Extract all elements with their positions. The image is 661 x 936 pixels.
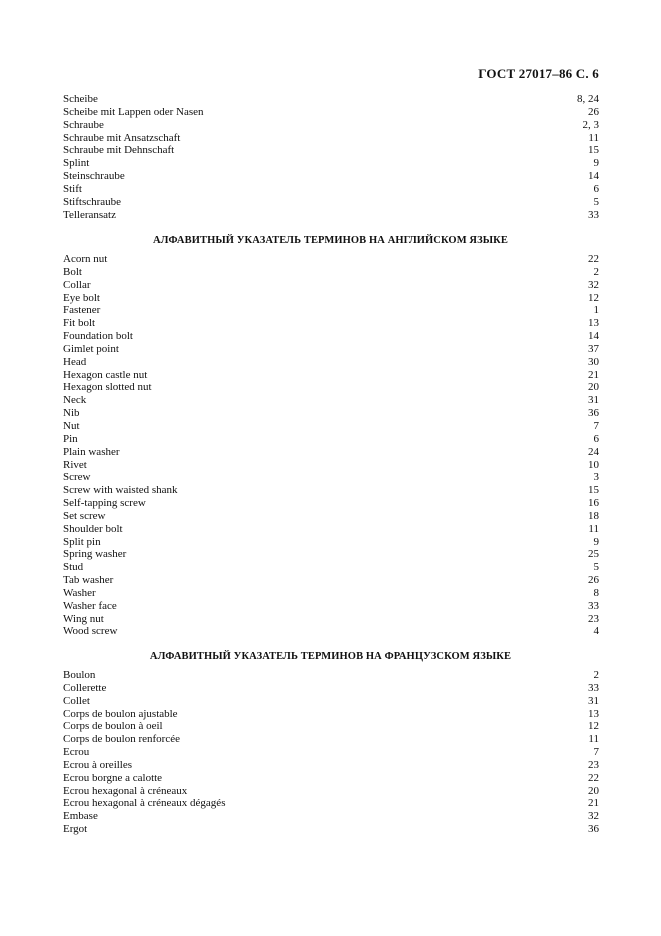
- index-term: Washer: [63, 586, 96, 599]
- index-term-number: 10: [588, 458, 599, 471]
- index-term-number: 15: [588, 484, 599, 497]
- index-term-number: 37: [588, 342, 599, 355]
- index-term-number: 14: [588, 330, 599, 343]
- index-term: Stud: [63, 561, 84, 574]
- index-term-number: 8, 24: [577, 93, 599, 105]
- index-entry: [63, 170, 599, 183]
- index-term-number: 14: [588, 170, 599, 183]
- index-entry: [63, 561, 599, 574]
- index-entry: [63, 106, 599, 119]
- index-term: Corps de boulon ajustable: [63, 707, 178, 720]
- index-entry: [63, 720, 599, 733]
- index-term: Tab washer: [63, 574, 114, 587]
- index-entry: [63, 266, 599, 279]
- index-term: Collar: [63, 278, 91, 291]
- index-term: Rivet: [63, 458, 87, 471]
- index-entry: [63, 587, 599, 600]
- index-term-number: 12: [588, 720, 599, 733]
- index-entry: [63, 625, 599, 638]
- index-term-number: 25: [588, 548, 599, 561]
- index-term: Head: [63, 355, 87, 368]
- index-term-number: 11: [588, 733, 599, 746]
- english-index-list: [63, 253, 599, 638]
- index-entry: [63, 304, 599, 317]
- index-entry: [63, 613, 599, 626]
- index-term-number: 5: [593, 195, 599, 208]
- index-entry: [63, 746, 599, 759]
- index-entry: [63, 810, 599, 823]
- index-term: Self-tapping screw: [63, 497, 146, 510]
- index-term-number: 33: [588, 208, 599, 221]
- index-term-number: 18: [588, 509, 599, 522]
- index-term-number: 6: [593, 432, 599, 445]
- index-term: Gimlet point: [63, 342, 119, 355]
- index-term-number: 31: [588, 694, 599, 707]
- index-term-number: 23: [588, 612, 599, 625]
- index-term: Embase: [63, 810, 98, 823]
- index-term: Splint: [63, 157, 90, 170]
- index-term: Scheibe: [63, 93, 98, 105]
- index-term: Set screw: [63, 509, 106, 522]
- index-entry: [63, 471, 599, 484]
- page-header: ГОСТ 27017–86 С. 6: [478, 66, 599, 81]
- index-entry: [63, 785, 599, 798]
- index-entry: [63, 600, 599, 613]
- index-term: Nib: [63, 407, 80, 420]
- french-index-heading: АЛФАВИТНЫЙ УКАЗАТЕЛЬ ТЕРМИНОВ НА ФРАНЦУЗСКОМ ЯЗЫКЕ: [149, 651, 512, 662]
- index-entry: [63, 523, 599, 536]
- index-term: Corps de boulon renforcée: [63, 733, 180, 746]
- index-term-number: 11: [588, 522, 599, 535]
- index-entry: [63, 119, 599, 132]
- index-term: Hexagon castle nut: [63, 368, 148, 381]
- index-term-number: 8: [593, 586, 599, 599]
- index-term-number: 23: [588, 758, 599, 771]
- index-entry: [63, 317, 599, 330]
- index-term: Nut: [63, 419, 80, 432]
- index-entry: [63, 536, 599, 549]
- index-term-number: 16: [588, 497, 599, 510]
- index-term-number: 22: [588, 253, 599, 265]
- index-entry: [63, 157, 599, 170]
- index-term-number: 21: [588, 797, 599, 810]
- index-entry: [63, 433, 599, 446]
- index-term: Plain washer: [63, 445, 120, 458]
- index-entry: [63, 292, 599, 305]
- index-entry: [63, 733, 599, 746]
- index-term-number: 21: [588, 368, 599, 381]
- index-term-number: 15: [588, 144, 599, 157]
- index-term: Ecrou à oreilles: [63, 758, 133, 771]
- index-term: Ergot: [63, 823, 88, 836]
- index-term-number: 9: [593, 535, 599, 548]
- index-term: Fastener: [63, 304, 101, 317]
- index-entry: [63, 548, 599, 561]
- index-entry: [63, 669, 599, 682]
- index-entry: [63, 253, 599, 266]
- index-entry: [63, 132, 599, 145]
- index-entry: [63, 695, 599, 708]
- index-term-number: 33: [588, 599, 599, 612]
- index-term: Schraube mit Dehnschaft: [63, 144, 175, 157]
- index-entry: [63, 772, 599, 785]
- index-entry: [63, 823, 599, 836]
- index-term: Scheibe mit Lappen oder Nasen: [63, 105, 204, 118]
- index-entry: [63, 497, 599, 510]
- german-index-list: [63, 93, 599, 221]
- index-term: Steinschraube: [63, 170, 125, 183]
- index-term-number: 4: [593, 625, 599, 638]
- index-term: Schraube: [63, 118, 104, 131]
- index-term-number: 30: [588, 355, 599, 368]
- index-term-number: 7: [593, 746, 599, 759]
- index-entry: [63, 279, 599, 292]
- index-term-number: 3: [593, 471, 599, 484]
- index-term: Neck: [63, 394, 87, 407]
- index-term: Wing nut: [63, 612, 104, 625]
- index-entry: [63, 682, 599, 695]
- index-entry: [63, 330, 599, 343]
- index-term: Washer face: [63, 599, 117, 612]
- index-entry: [63, 369, 599, 382]
- index-term-number: 11: [588, 131, 599, 144]
- index-entry: [63, 356, 599, 369]
- index-term: Stiftschraube: [63, 195, 122, 208]
- index-term: Eye bolt: [63, 291, 100, 304]
- index-entry: [63, 93, 599, 106]
- index-entry: [63, 394, 599, 407]
- index-term: Ecrou hexagonal à créneaux dégagés: [63, 797, 226, 810]
- index-term: Telleransatz: [63, 208, 116, 221]
- index-term-number: 13: [588, 317, 599, 330]
- index-entry: [63, 484, 599, 497]
- index-term: Spring washer: [63, 548, 127, 561]
- index-entry: [63, 183, 599, 196]
- index-entry: [63, 381, 599, 394]
- index-term: Fit bolt: [63, 317, 96, 330]
- index-term: Screw with waisted shank: [63, 484, 178, 497]
- index-entry: [63, 708, 599, 721]
- index-entry: [63, 459, 599, 472]
- index-term: Collet: [63, 694, 90, 707]
- index-term: Foundation bolt: [63, 330, 133, 343]
- index-term-number: 2, 3: [582, 118, 599, 131]
- index-entry: [63, 759, 599, 772]
- index-term-number: 20: [588, 381, 599, 394]
- index-term-number: 2: [593, 669, 599, 681]
- index-entry: [63, 420, 599, 433]
- index-term-number: 31: [588, 394, 599, 407]
- index-term: Ecrou: [63, 746, 90, 759]
- index-term-number: 5: [593, 561, 599, 574]
- index-term: Ecrou hexagonal à créneaux: [63, 784, 188, 797]
- index-term: Screw: [63, 471, 91, 484]
- index-term: Schraube mit Ansatzschaft: [63, 131, 181, 144]
- index-entry: [63, 446, 599, 459]
- index-term-number: 20: [588, 784, 599, 797]
- index-term: Stift: [63, 182, 82, 195]
- index-term: Wood screw: [63, 625, 118, 638]
- index-term-number: 7: [593, 419, 599, 432]
- index-term-number: 32: [588, 810, 599, 823]
- index-entry: [63, 196, 599, 209]
- index-term-number: 2: [593, 265, 599, 278]
- index-entry: [63, 407, 599, 420]
- index-term: Ecrou borgne a calotte: [63, 771, 163, 784]
- index-term-number: 26: [588, 574, 599, 587]
- index-term-number: 13: [588, 707, 599, 720]
- english-index-heading: АЛФАВИТНЫЙ УКАЗАТЕЛЬ ТЕРМИНОВ НА АНГЛИЙСКОМ ЯЗЫКЕ: [153, 235, 508, 246]
- index-term: Pin: [63, 432, 78, 445]
- index-term-number: 36: [588, 407, 599, 420]
- index-term-number: 1: [593, 304, 599, 317]
- index-term-number: 22: [588, 771, 599, 784]
- index-term-number: 12: [588, 291, 599, 304]
- index-term-number: 9: [593, 157, 599, 170]
- index-term-number: 32: [588, 278, 599, 291]
- index-term-number: 33: [588, 681, 599, 694]
- french-index-list: [63, 669, 599, 836]
- index-term: Hexagon slotted nut: [63, 381, 152, 394]
- index-term-number: 6: [593, 182, 599, 195]
- index-entry: [63, 510, 599, 523]
- index-term: Corps de boulon à oeil: [63, 720, 163, 733]
- index-entry: [63, 574, 599, 587]
- index-term: Collerette: [63, 681, 107, 694]
- index-entry: [63, 343, 599, 356]
- index-term-number: 36: [588, 823, 599, 836]
- index-term: Boulon: [63, 669, 96, 681]
- index-term-number: 24: [588, 445, 599, 458]
- index-entry: [63, 144, 599, 157]
- index-term: Bolt: [63, 265, 82, 278]
- index-term-number: 26: [588, 105, 599, 118]
- index-term: Split pin: [63, 535, 101, 548]
- index-term: Acorn nut: [63, 253, 108, 265]
- index-entry: [63, 797, 599, 810]
- index-entry: [63, 209, 599, 222]
- index-term: Shoulder bolt: [63, 522, 123, 535]
